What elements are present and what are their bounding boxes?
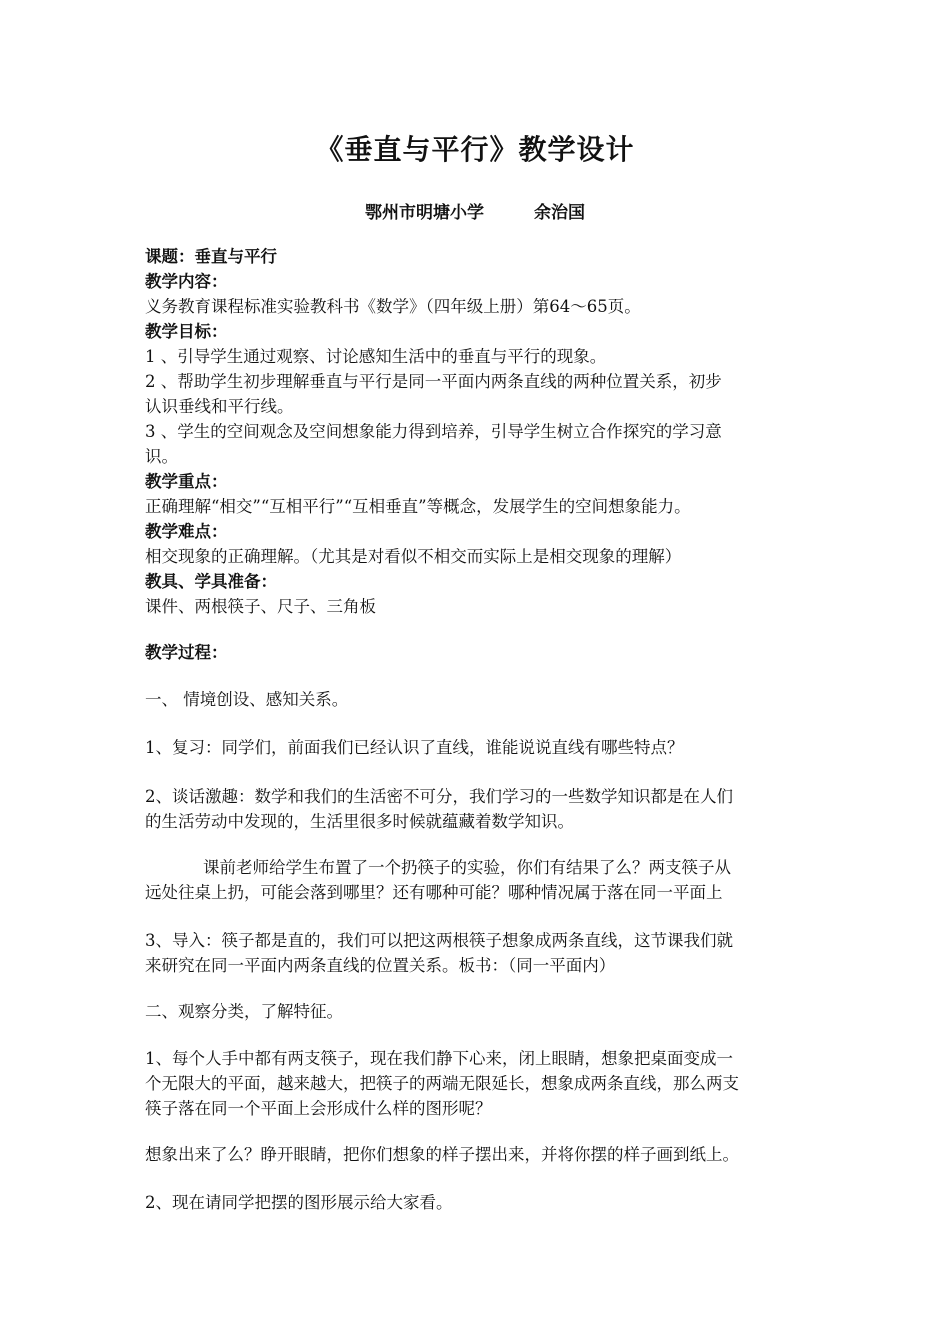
process-paragraph [145, 1046, 825, 1121]
lesson-info [145, 244, 825, 619]
goal-item-cont: 识。 [145, 447, 178, 466]
paragraph-line: 的生活劳动中发现的，生活里很多时候就蕴藏着数学知识。 [145, 812, 574, 831]
paragraph-line: 来研究在同一平面内两条直线的位置关系。板书：（同一平面内） [145, 956, 616, 975]
content-text: 义务教育课程标准实验教科书《数学》（四年级上册）第64～65页。 [145, 297, 641, 316]
process-paragraph [145, 735, 825, 760]
key-text: 正确理解“相交”“互相平行”“互相垂直”等概念，发展学生的空间想象能力。 [145, 497, 691, 516]
goal-item-cont: 认识垂线和平行线。 [145, 397, 294, 416]
author-line [0, 198, 950, 223]
paragraph-line: 1、复习：同学们，前面我们已经认识了直线，谁能说说直线有哪些特点？ [145, 738, 684, 757]
process-paragraph [145, 784, 825, 834]
paragraph-line: 2、谈话激趣：数学和我们的生活密不可分，我们学习的一些数学知识都是在人们 [145, 787, 733, 806]
section-heading: 一、 情境创设、感知关系。 [145, 690, 349, 709]
tools-label: 教具、学具准备： [145, 572, 277, 591]
paragraph-line: 3、导入：筷子都是直的，我们可以把这两根筷子想象成两条直线，这节课我们就 [145, 931, 733, 950]
tools-text: 课件、两根筷子、尺子、三角板 [145, 597, 376, 616]
paragraph-line: 个无限大的平面，越来越大，把筷子的两端无限延长，想象成两条直线，那么两支 [145, 1074, 739, 1093]
goal-item: 3 、学生的空间观念及空间想象能力得到培养，引导学生树立合作探究的学习意 [145, 422, 722, 441]
paragraph-line: 筷子落在同一个平面上会形成什么样的图形呢？ [145, 1099, 492, 1118]
paragraph-line: 远处往桌上扔，可能会落到哪里？还有哪种可能？哪种情况属于落在同一平面上 [145, 883, 723, 902]
paragraph-line: 2、现在请同学把摆的图形展示给大家看。 [145, 1193, 453, 1212]
paragraph-line: 课前老师给学生布置了一个扔筷子的实验，你们有结果了么？两支筷子从 [203, 858, 731, 877]
process-heading-block [145, 640, 825, 665]
author-school: 鄂州市明塘小学 [365, 203, 484, 223]
process-paragraph [145, 687, 825, 712]
section-heading: 二、观察分类，了解特征。 [145, 1002, 343, 1021]
process-paragraph [145, 928, 825, 978]
difficulty-label: 教学难点： [145, 522, 228, 541]
process-label: 教学过程： [145, 643, 228, 662]
process-paragraph [145, 999, 825, 1024]
key-label: 教学重点： [145, 472, 228, 491]
paragraph-line: 想象出来了么？睁开眼睛，把你们想象的样子摆出来，并将你摆的样子画到纸上。 [145, 1145, 739, 1164]
process-paragraph [145, 855, 825, 905]
goal-item: 1 、引导学生通过观察、讨论感知生活中的垂直与平行的现象。 [145, 347, 607, 366]
topic-line: 课题：垂直与平行 [145, 247, 277, 266]
goal-item: 2 、帮助学生初步理解垂直与平行是同一平面内两条直线的两种位置关系，初步 [145, 372, 722, 391]
goals-label: 教学目标： [145, 322, 228, 341]
content-label: 教学内容： [145, 272, 228, 291]
difficulty-text: 相交现象的正确理解。（尤其是对看似不相交而实际上是相交现象的理解） [145, 547, 682, 566]
paragraph-line: 1、每个人手中都有两支筷子，现在我们静下心来，闭上眼睛，想象把桌面变成一 [145, 1049, 733, 1068]
author-name: 余治国 [534, 203, 585, 223]
process-paragraph [145, 1190, 825, 1215]
document-title: 《垂直与平行》教学设计 [315, 133, 635, 166]
process-paragraph [145, 1142, 825, 1167]
